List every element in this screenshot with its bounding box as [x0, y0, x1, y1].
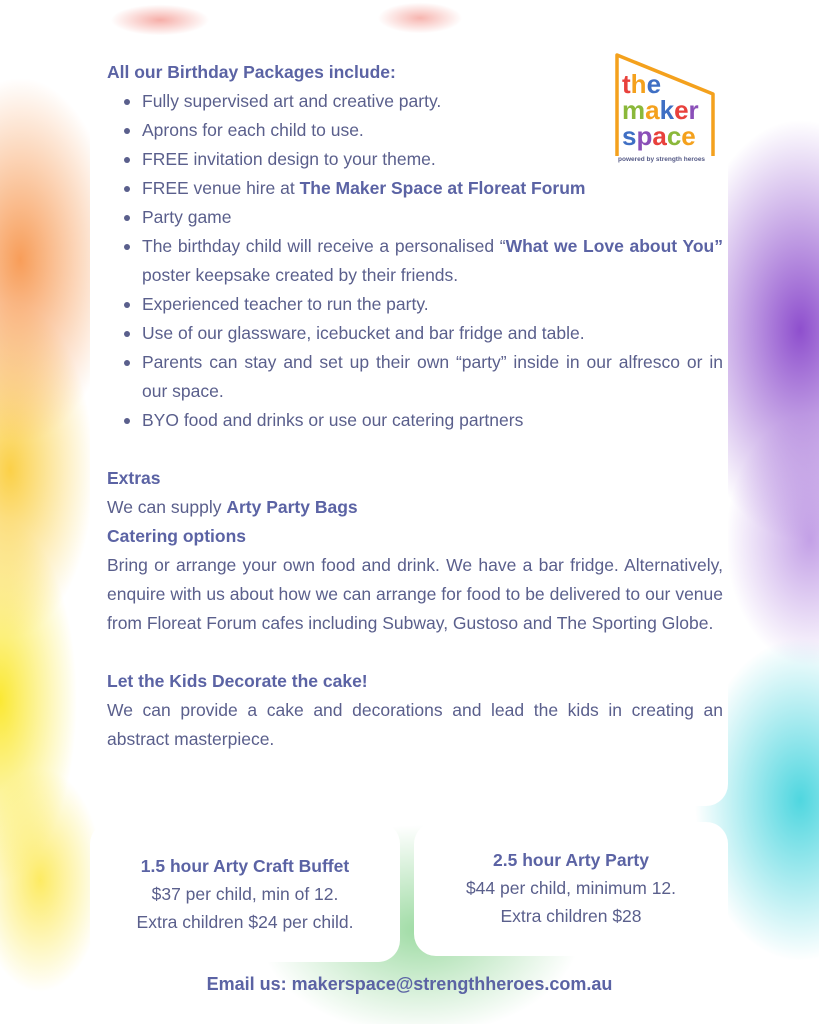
- package-item-bold: The Maker Space at Floreat Forum: [299, 178, 586, 198]
- logo-word-space: space: [622, 121, 696, 151]
- package-item-post: poster keepsake created by their friends.: [142, 265, 459, 285]
- card-title: 1.5 hour Arty Craft Buffet: [140, 856, 350, 876]
- card-extra: Extra children $28: [500, 906, 642, 926]
- package-item-pre: FREE venue hire at: [142, 178, 300, 198]
- package-item-pre: The birthday child will receive a personalised “: [142, 236, 506, 256]
- package-item: [142, 203, 723, 232]
- package-item: [142, 232, 723, 290]
- card-price: $44 per child, minimum 12.: [465, 878, 677, 898]
- logo-word-maker: maker: [622, 95, 699, 125]
- package-item: [142, 406, 723, 435]
- package-item-bold: What we Love about You”: [505, 236, 723, 256]
- package-item-text: Experienced teacher to run the party.: [142, 294, 429, 314]
- maker-space-logo: [614, 52, 716, 168]
- package-item-text: BYO food and drinks or use our catering partners: [142, 410, 524, 430]
- logo-tagline: powered by strength heroes: [618, 156, 706, 163]
- package-item-text: Use of our glassware, icebucket and bar fridge and table.: [142, 323, 585, 343]
- cake-heading: Let the Kids Decorate the cake!: [107, 671, 368, 691]
- card-title: 2.5 hour Arty Party: [493, 850, 649, 870]
- package-item: [142, 290, 723, 319]
- extras-line-bold: Arty Party Bags: [226, 497, 358, 517]
- contact-email[interactable]: Email us: makerspace@strengthheroes.com.au: [206, 974, 613, 994]
- logo-word-the: the: [622, 69, 662, 99]
- extras-line: [107, 493, 723, 522]
- package-item-text: Aprons for each child to use.: [142, 120, 364, 140]
- package-item-text: Fully supervised art and creative party.: [142, 91, 442, 111]
- package-item-text: Parents can stay and set up their own “party” inside in our alfresco or in our space.: [142, 352, 723, 401]
- package-card-party: [414, 822, 728, 956]
- package-item: [142, 348, 723, 406]
- card-price: $37 per child, min of 12.: [151, 884, 339, 904]
- cake-text: We can provide a cake and decorations and lead the kids in creating an abstract masterpiece.: [107, 700, 723, 749]
- package-card-buffet: [90, 822, 400, 962]
- package-item: [142, 174, 723, 203]
- packages-heading: All our Birthday Packages include:: [107, 62, 396, 82]
- package-item-text: FREE invitation design to your theme.: [142, 149, 436, 169]
- extras-heading: Extras: [107, 468, 161, 488]
- catering-heading: Catering options: [107, 526, 247, 546]
- package-item-text: Party game: [142, 207, 232, 227]
- package-item: [142, 319, 723, 348]
- card-extra: Extra children $24 per child.: [136, 912, 354, 932]
- extras-line-text: We can supply: [107, 497, 227, 517]
- catering-text: Bring or arrange your own food and drink. We have a bar fridge. Alternatively, enquire with us about how we can arrange for food to be delivered to our venue from Floreat Forum cafes including Subway, Gustoso and The Sporting Globe.: [107, 555, 723, 633]
